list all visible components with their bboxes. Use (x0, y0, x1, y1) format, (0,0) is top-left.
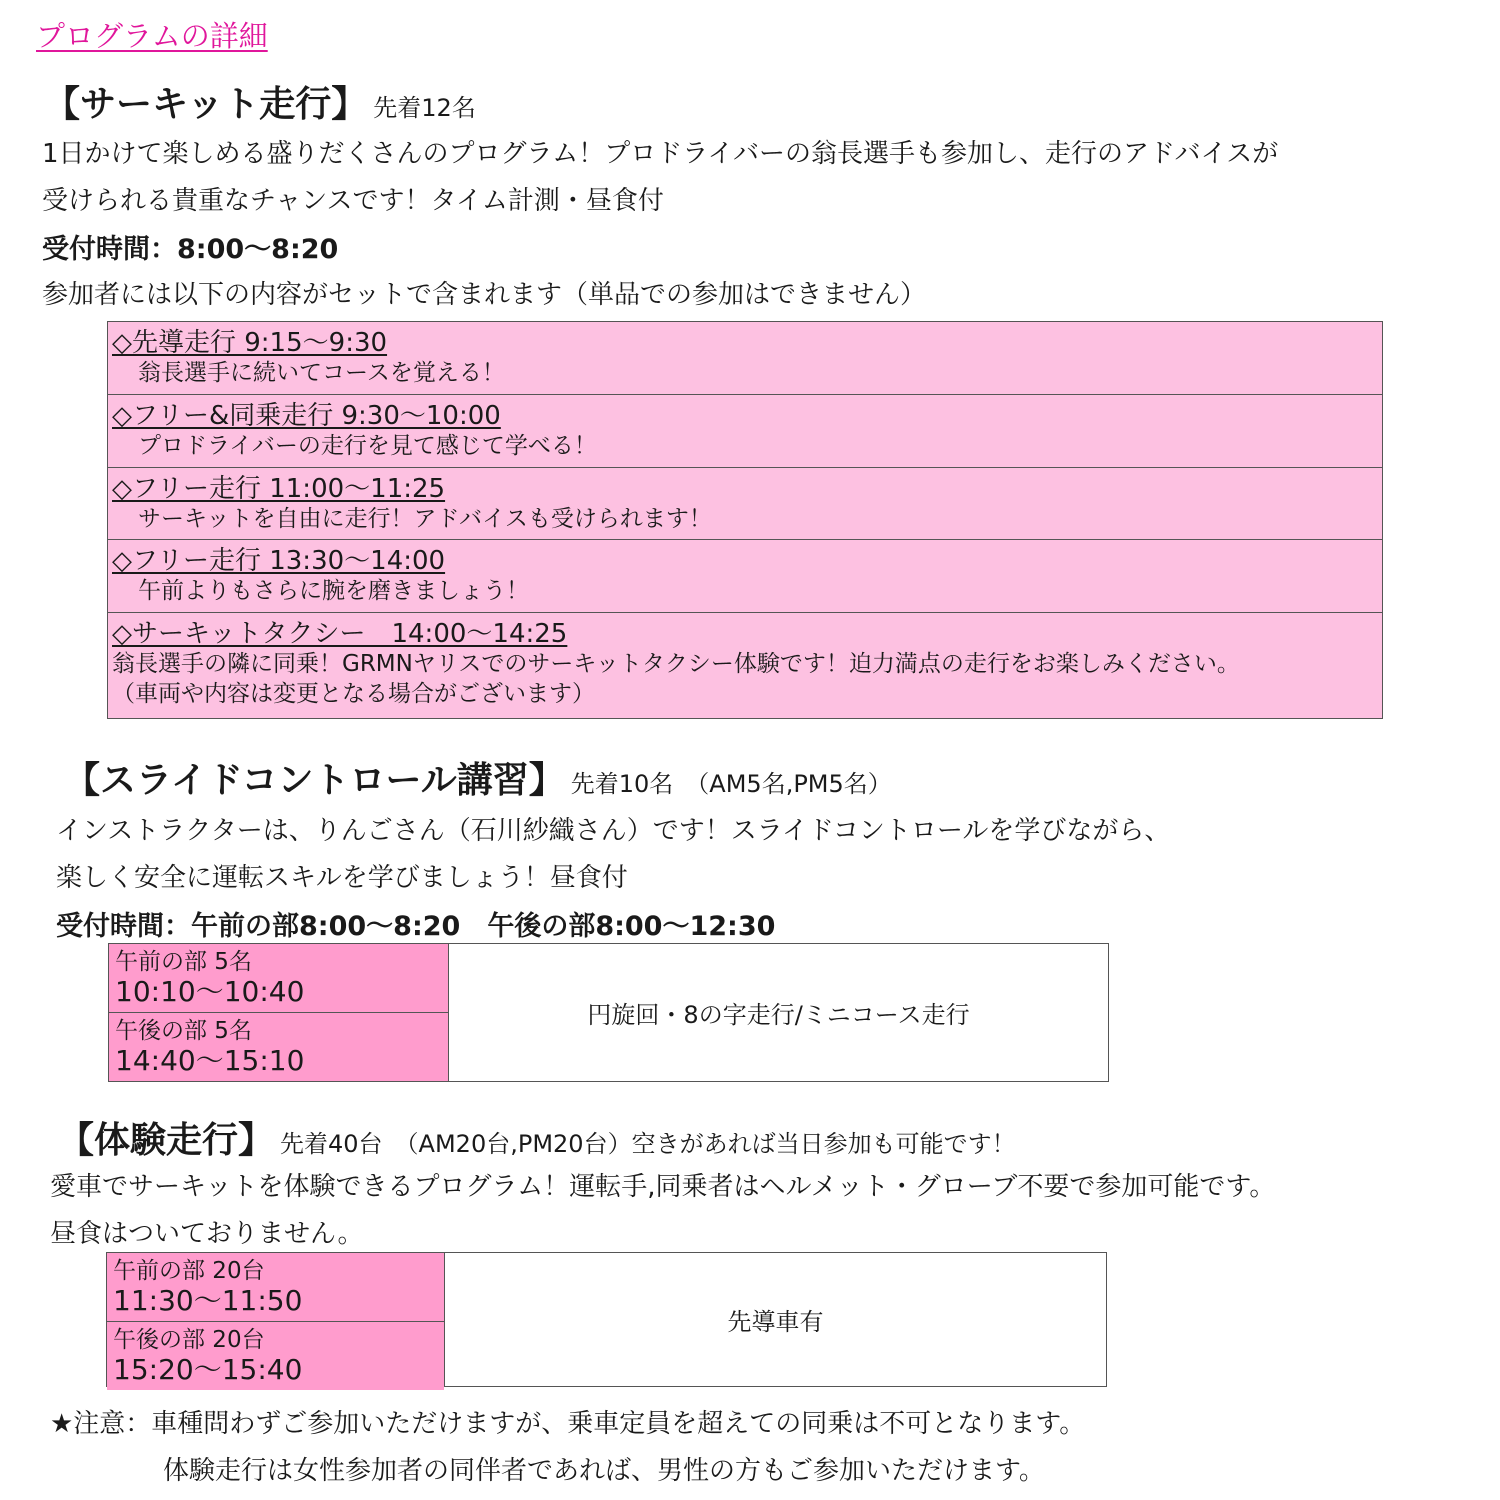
schedule-item-desc: 午前よりもさらに腕を磨きましょう！ (138, 578, 529, 604)
schedule-item (108, 395, 1382, 468)
page-title: プログラムの詳細 (36, 19, 268, 53)
slide-content: 円旋回・8の字走行/ミニコース走行 (587, 1001, 970, 1029)
caution-line-2: 体験走行は女性参加者の同伴者であれば、男性の方もご参加いただけます。 (163, 1456, 1045, 1486)
schedule-item (108, 540, 1382, 613)
session-time: 11:30～11:50 (113, 1284, 303, 1317)
session-label: 午後の部 20台 (113, 1327, 265, 1353)
slide-desc-line-2: 楽しく安全に運転スキルを学びましょう！昼食付 (56, 863, 628, 893)
schedule-item-title: ◇フリー&同乗走行 9:30～10:00 (112, 401, 501, 431)
schedule-item-title: ◇先導走行 9:15～9:30 (112, 328, 388, 358)
experience-session-table (106, 1252, 1107, 1387)
slide-note: 先着10名 （AM5名,PM5名） (570, 770, 892, 798)
circuit-desc-line-1: 1日かけて楽しめる盛りだくさんのプログラム！プロドライバーの翁長選手も参加し、走行のアドバイスが (42, 139, 1279, 169)
experience-content: 先導車有 (727, 1308, 824, 1336)
schedule-item-desc: プロドライバーの走行を見て感じて学べる！ (138, 433, 597, 459)
schedule-item-desc: サーキットを自由に走行！アドバイスも受けられます！ (138, 506, 712, 532)
experience-note: 先着40台 （AM20台,PM20台）空きがあれば当日参加も可能です！ (280, 1130, 1016, 1158)
session-label: 午前の部 20台 (113, 1258, 265, 1284)
experience-desc-line-1: 愛車でサーキットを体験できるプログラム！運転手,同乗者はヘルメット・グローブ不要で参加可能です。 (50, 1172, 1276, 1202)
circuit-schedule-box (107, 321, 1383, 719)
schedule-item-title: ◇フリー走行 13:30～14:00 (112, 546, 446, 576)
session-label: 午前の部 5名 (115, 949, 252, 975)
schedule-item (108, 468, 1382, 540)
session-cell-pm (109, 1013, 448, 1081)
session-column (109, 944, 449, 1081)
circuit-reception-time: 受付時間：8:00～8:20 (42, 234, 339, 265)
session-cell-am (109, 944, 448, 1013)
circuit-includes-note: 参加者には以下の内容がセットで含まれます（単品での参加はできません） (42, 280, 927, 310)
slide-heading-row (64, 752, 892, 803)
circuit-heading: 【サーキット走行】 (44, 84, 368, 125)
slide-heading: 【スライドコントロール講習】 (64, 760, 565, 801)
session-time: 14:40～15:10 (115, 1044, 305, 1077)
session-cell-pm (107, 1322, 444, 1390)
schedule-item-desc: 翁長選手の隣に同乗！GRMNヤリスでのサーキットタクシー体験です！迫力満点の走行をお楽しみください。 (112, 651, 1240, 677)
schedule-item-desc: （車両や内容は変更となる場合がございます） (112, 681, 595, 707)
session-cell-am (107, 1253, 444, 1322)
caution-line-1: ★注意：車種問わずご参加いただけますが、乗車定員を超えての同乗は不可となります。 (50, 1409, 1086, 1439)
session-label: 午後の部 5名 (115, 1018, 252, 1044)
schedule-item-title: ◇フリー走行 11:00～11:25 (112, 474, 446, 504)
schedule-item (108, 322, 1382, 395)
slide-reception-time: 受付時間：午前の部8:00～8:20 午後の部8:00～12:30 (56, 911, 776, 942)
circuit-heading-row (44, 76, 476, 127)
schedule-item-title: ◇サーキットタクシー 14:00～14:25 (112, 619, 568, 649)
experience-heading: 【体験走行】 (58, 1120, 275, 1161)
schedule-item-desc: 翁長選手に続いてコースを覚える！ (138, 360, 505, 386)
session-time: 10:10～10:40 (115, 975, 305, 1008)
experience-heading-row (58, 1112, 1016, 1163)
circuit-desc-line-2: 受けられる貴重なチャンスです！タイム計測・昼食付 (42, 186, 664, 216)
circuit-note: 先着12名 (373, 94, 476, 122)
session-time: 15:20～15:40 (113, 1353, 303, 1386)
slide-desc-line-1: インストラクターは、りんごさん（石川紗織さん）です！スライドコントロールを学びながら、 (56, 816, 1171, 846)
experience-desc-line-2: 昼食はついておりません。 (50, 1219, 364, 1249)
schedule-item (108, 613, 1382, 718)
session-column (107, 1253, 445, 1386)
slide-session-table (108, 943, 1109, 1082)
